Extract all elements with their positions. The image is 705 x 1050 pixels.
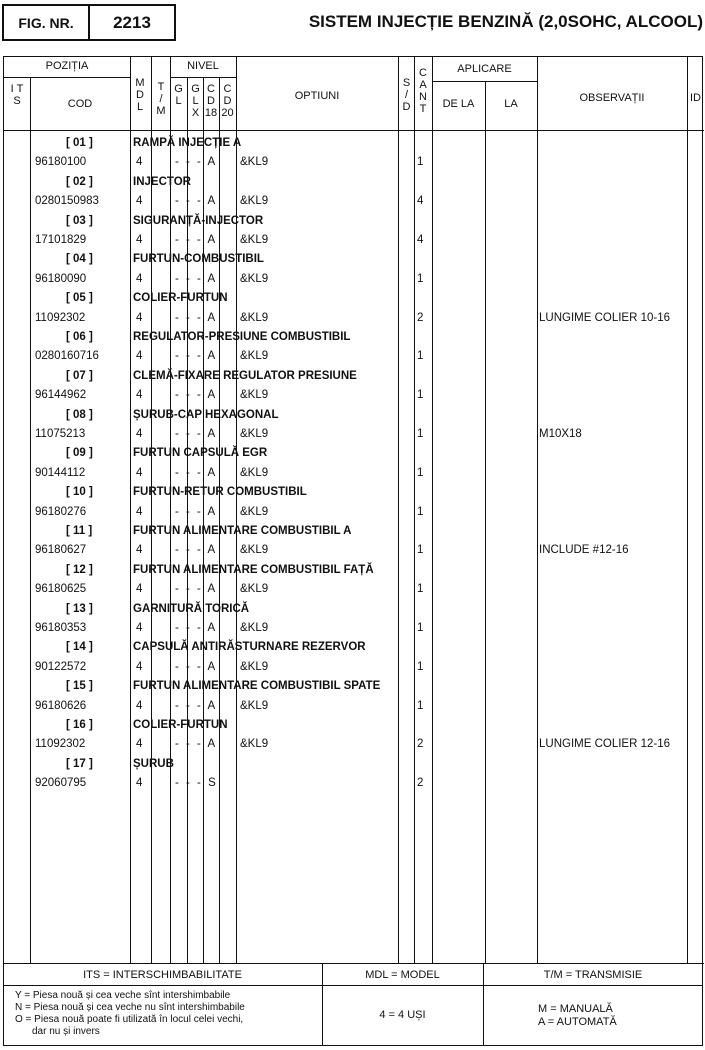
item-description: REGULATOR-PRESIUNE COMBUSTIBIL [133,331,351,343]
item-mdl: 4 [136,660,143,673]
item-description: FURTUN-RETUR COMBUSTIBIL [133,486,307,499]
item-description: FURTUN CAPSULĂ EGR [133,447,268,460]
item-position: [ 01 ] [66,137,93,149]
item-observatii: LUNGIME COLIER 10-16 [539,311,671,324]
item-nivel: - - - A [175,466,218,479]
item-position: [ 16 ] [66,719,93,731]
item-position: [ 06 ] [66,331,93,343]
item-optiuni: &KL9 [240,466,269,479]
item-optiuni: &KL9 [240,311,269,324]
item-nivel: - - - A [175,428,218,440]
item-heading-row [4,250,704,269]
item-quantity: 1 [417,583,424,596]
item-nivel: - - - A [175,699,218,712]
item-mdl: 4 [136,156,143,169]
item-detail-row [4,541,704,560]
item-quantity: 1 [417,660,424,673]
item-quantity: 1 [417,699,424,712]
col-cd18: C D 18 [204,83,218,119]
item-quantity: 2 [417,311,424,324]
item-detail-row [4,347,704,366]
item-code: 11092302 [35,738,86,751]
item-heading-row [4,561,704,580]
item-mdl: 4 [136,195,143,208]
col-de-la: DE LA [442,98,475,110]
item-description: ȘURUB [133,757,174,770]
col-observatii: OBSERVAȚII [579,92,645,104]
item-code: 11075213 [35,428,86,440]
item-heading-row [4,638,704,657]
item-heading-row [4,134,704,153]
item-quantity: 1 [417,272,424,285]
col-nivel: NIVEL [187,60,219,72]
item-position: [ 14 ] [66,641,93,654]
legend-its: ITS = INTERSCHIMBABILITATE [83,969,242,981]
item-heading-row [4,483,704,502]
item-code: 11092302 [35,311,86,324]
col-gl: G L [174,83,183,107]
item-position: [ 12 ] [66,563,93,576]
item-description: GARNITURĂ TORICĂ [133,602,250,615]
item-optiuni: &KL9 [240,699,269,712]
item-optiuni: &KL9 [240,272,269,285]
item-heading-row [4,677,704,696]
col-pozitia: POZIȚIA [45,60,89,72]
item-code: 92060795 [35,777,87,790]
item-optiuni: &KL9 [240,544,269,557]
item-optiuni: &KL9 [240,389,269,402]
item-detail-row [4,619,704,638]
col-cod: COD [67,98,93,110]
item-quantity: 1 [417,505,424,518]
item-nivel: - - - A [175,544,218,557]
item-optiuni: &KL9 [240,195,269,208]
item-nivel: - - - A [175,622,218,634]
item-observatii: M10X18 [539,428,582,440]
item-detail-row [4,309,704,328]
col-mdl: M D L [135,77,145,113]
item-mdl: 4 [136,699,143,712]
legend-o: O = Piesa nouă poate fi utilizată în locul celei vechi, [15,1014,244,1025]
item-mdl: 4 [136,428,143,440]
item-code: 96144962 [35,389,87,402]
item-quantity: 1 [417,622,424,634]
item-mdl: 4 [136,466,143,479]
item-mdl: 4 [136,544,143,557]
legend-manuala: M = MANUALĂ [538,1003,613,1015]
item-code: 17101829 [35,234,87,246]
item-code: 0280160716 [35,350,99,363]
item-detail-row [4,774,704,793]
item-optiuni: &KL9 [240,583,269,596]
item-detail-row [4,231,704,250]
item-heading-row [4,328,704,347]
item-description: ȘURUB-CAP HEXAGONAL [133,408,279,421]
item-detail-row [4,464,704,483]
item-code: 96180353 [35,622,87,634]
page-title: SISTEM INJECȚIE BENZINĂ (2,0SOHC, ALCOOL) [308,12,703,31]
fig-label: FIG. NR. [4,6,90,39]
col-glx: G L X [191,83,200,119]
item-quantity: 4 [417,234,424,246]
item-code: 90144112 [35,466,86,479]
col-sd: S / D [402,77,411,113]
item-heading-row [4,522,704,541]
item-optiuni: &KL9 [240,428,269,440]
item-detail-row [4,386,704,405]
item-nivel: - - - A [175,350,218,363]
item-mdl: 4 [136,234,143,246]
item-mdl: 4 [136,311,143,324]
item-heading-row [4,212,704,231]
item-quantity: 1 [417,350,424,363]
item-code: 0280150983 [35,195,99,208]
item-detail-row [4,580,704,599]
item-optiuni: &KL9 [240,505,269,518]
item-code: 96180090 [35,272,87,285]
item-nivel: - - - A [175,272,218,285]
item-mdl: 4 [136,738,143,751]
item-quantity: 1 [417,428,424,440]
item-position: [ 17 ] [66,757,93,770]
col-optiuni: OPTIUNI [294,90,340,102]
item-nivel: - - - A [175,738,218,751]
item-position: [ 15 ] [66,680,93,693]
item-optiuni: &KL9 [240,156,269,169]
col-aplicare: APLICARE [457,63,512,75]
item-heading-row [4,406,704,425]
item-heading-row [4,289,704,308]
item-position: [ 07 ] [66,369,93,382]
item-detail-row [4,153,704,172]
item-position: [ 04 ] [66,253,93,266]
legend-mdl: MDL = MODEL [365,969,440,981]
item-description: FURTUN ALIMENTARE COMBUSTIBIL A [133,525,352,537]
item-quantity: 4 [417,195,424,208]
item-position: [ 02 ] [66,175,93,188]
item-code: 96180100 [35,156,87,169]
item-heading-row [4,600,704,619]
item-mdl: 4 [136,350,143,363]
item-heading-row [4,444,704,463]
item-mdl: 4 [136,272,143,285]
col-cd20: C D 20 [221,83,234,119]
item-nivel: - - - A [175,195,218,208]
item-description: FURTUN ALIMENTARE COMBUSTIBIL SPATE [133,680,381,693]
item-detail-row [4,735,704,754]
item-position: [ 03 ] [66,214,93,227]
item-observatii: INCLUDE #12-16 [539,544,629,557]
item-heading-row [4,173,704,192]
item-code: 90122572 [35,660,87,673]
col-la: LA [504,98,518,110]
item-quantity: 1 [417,156,424,169]
item-description: CLEMĂ-FIXARE REGULATOR PRESIUNE [133,369,357,382]
item-detail-row [4,658,704,677]
legend-tm: T/M = TRANSMISIE [543,969,643,981]
item-nivel: - - - A [175,389,218,402]
item-quantity: 1 [417,466,424,479]
item-quantity: 2 [417,777,424,790]
item-nivel: - - - A [175,234,218,246]
item-quantity: 2 [417,738,424,751]
item-optiuni: &KL9 [240,622,269,634]
item-position: [ 10 ] [66,486,93,499]
item-nivel: - - - A [175,311,218,324]
col-its: I T S [10,83,24,107]
item-position: [ 09 ] [66,447,93,460]
item-heading-row [4,367,704,386]
figure-number-box [2,4,176,41]
item-heading-row [4,755,704,774]
item-quantity: 1 [417,544,424,557]
col-id: ID [690,92,701,104]
item-mdl: 4 [136,622,143,634]
item-optiuni: &KL9 [240,234,269,246]
legend-footer [3,963,703,1046]
item-nivel: - - - A [175,660,218,673]
item-mdl: 4 [136,389,143,402]
item-nivel: - - - A [175,505,218,518]
col-tm: T / M [156,81,166,117]
legend-y: Y = Piesa nouă și cea veche sînt intershimbabile [15,990,231,1001]
item-nivel: - - - A [175,583,218,596]
item-position: [ 08 ] [66,408,93,421]
item-quantity: 1 [417,389,424,402]
item-position: [ 11 ] [66,525,93,537]
item-position: [ 13 ] [66,602,93,615]
item-detail-row [4,192,704,211]
item-description: INJECTOR [133,175,191,188]
legend-usi: 4 = 4 UȘI [379,1009,426,1021]
parts-table [3,56,703,1046]
item-description: RAMPĂ INJECȚIE A [133,137,242,149]
item-nivel: - - - S [175,777,218,790]
item-description: CAPSULĂ ANTIRĂSTURNARE REZERVOR [133,641,366,654]
legend-n: N = Piesa nouă și cea veche nu sînt intershimbabile [15,1002,245,1013]
item-detail-row [4,503,704,522]
item-position: [ 05 ] [66,292,93,305]
item-optiuni: &KL9 [240,738,269,751]
item-optiuni: &KL9 [240,660,269,673]
item-code: 96180627 [35,544,87,557]
fig-number: 2213 [113,12,151,32]
legend-automata: A = AUTOMATĂ [538,1016,617,1028]
item-description: COLIER-FURTUN [133,292,228,305]
item-observatii: LUNGIME COLIER 12-16 [539,738,671,751]
item-code: 96180625 [35,583,87,596]
item-description: FURTUN-COMBUSTIBIL [133,253,264,266]
item-nivel: - - - A [175,156,218,169]
item-description: COLIER-FURTUN [133,719,228,731]
col-cant: C A N T [419,67,427,115]
item-mdl: 4 [136,777,143,790]
item-description: FURTUN ALIMENTARE COMBUSTIBIL FAȚĂ [133,563,374,576]
item-detail-row [4,697,704,716]
item-detail-row [4,270,704,289]
item-description: SIGURANȚĂ-INJECTOR [133,214,264,227]
item-code: 96180276 [35,505,87,518]
item-mdl: 4 [136,505,143,518]
item-optiuni: &KL9 [240,350,269,363]
item-detail-row [4,425,704,444]
item-heading-row [4,716,704,735]
item-mdl: 4 [136,583,143,596]
legend-o-cont: dar nu și invers [32,1026,100,1037]
item-code: 96180626 [35,699,87,712]
